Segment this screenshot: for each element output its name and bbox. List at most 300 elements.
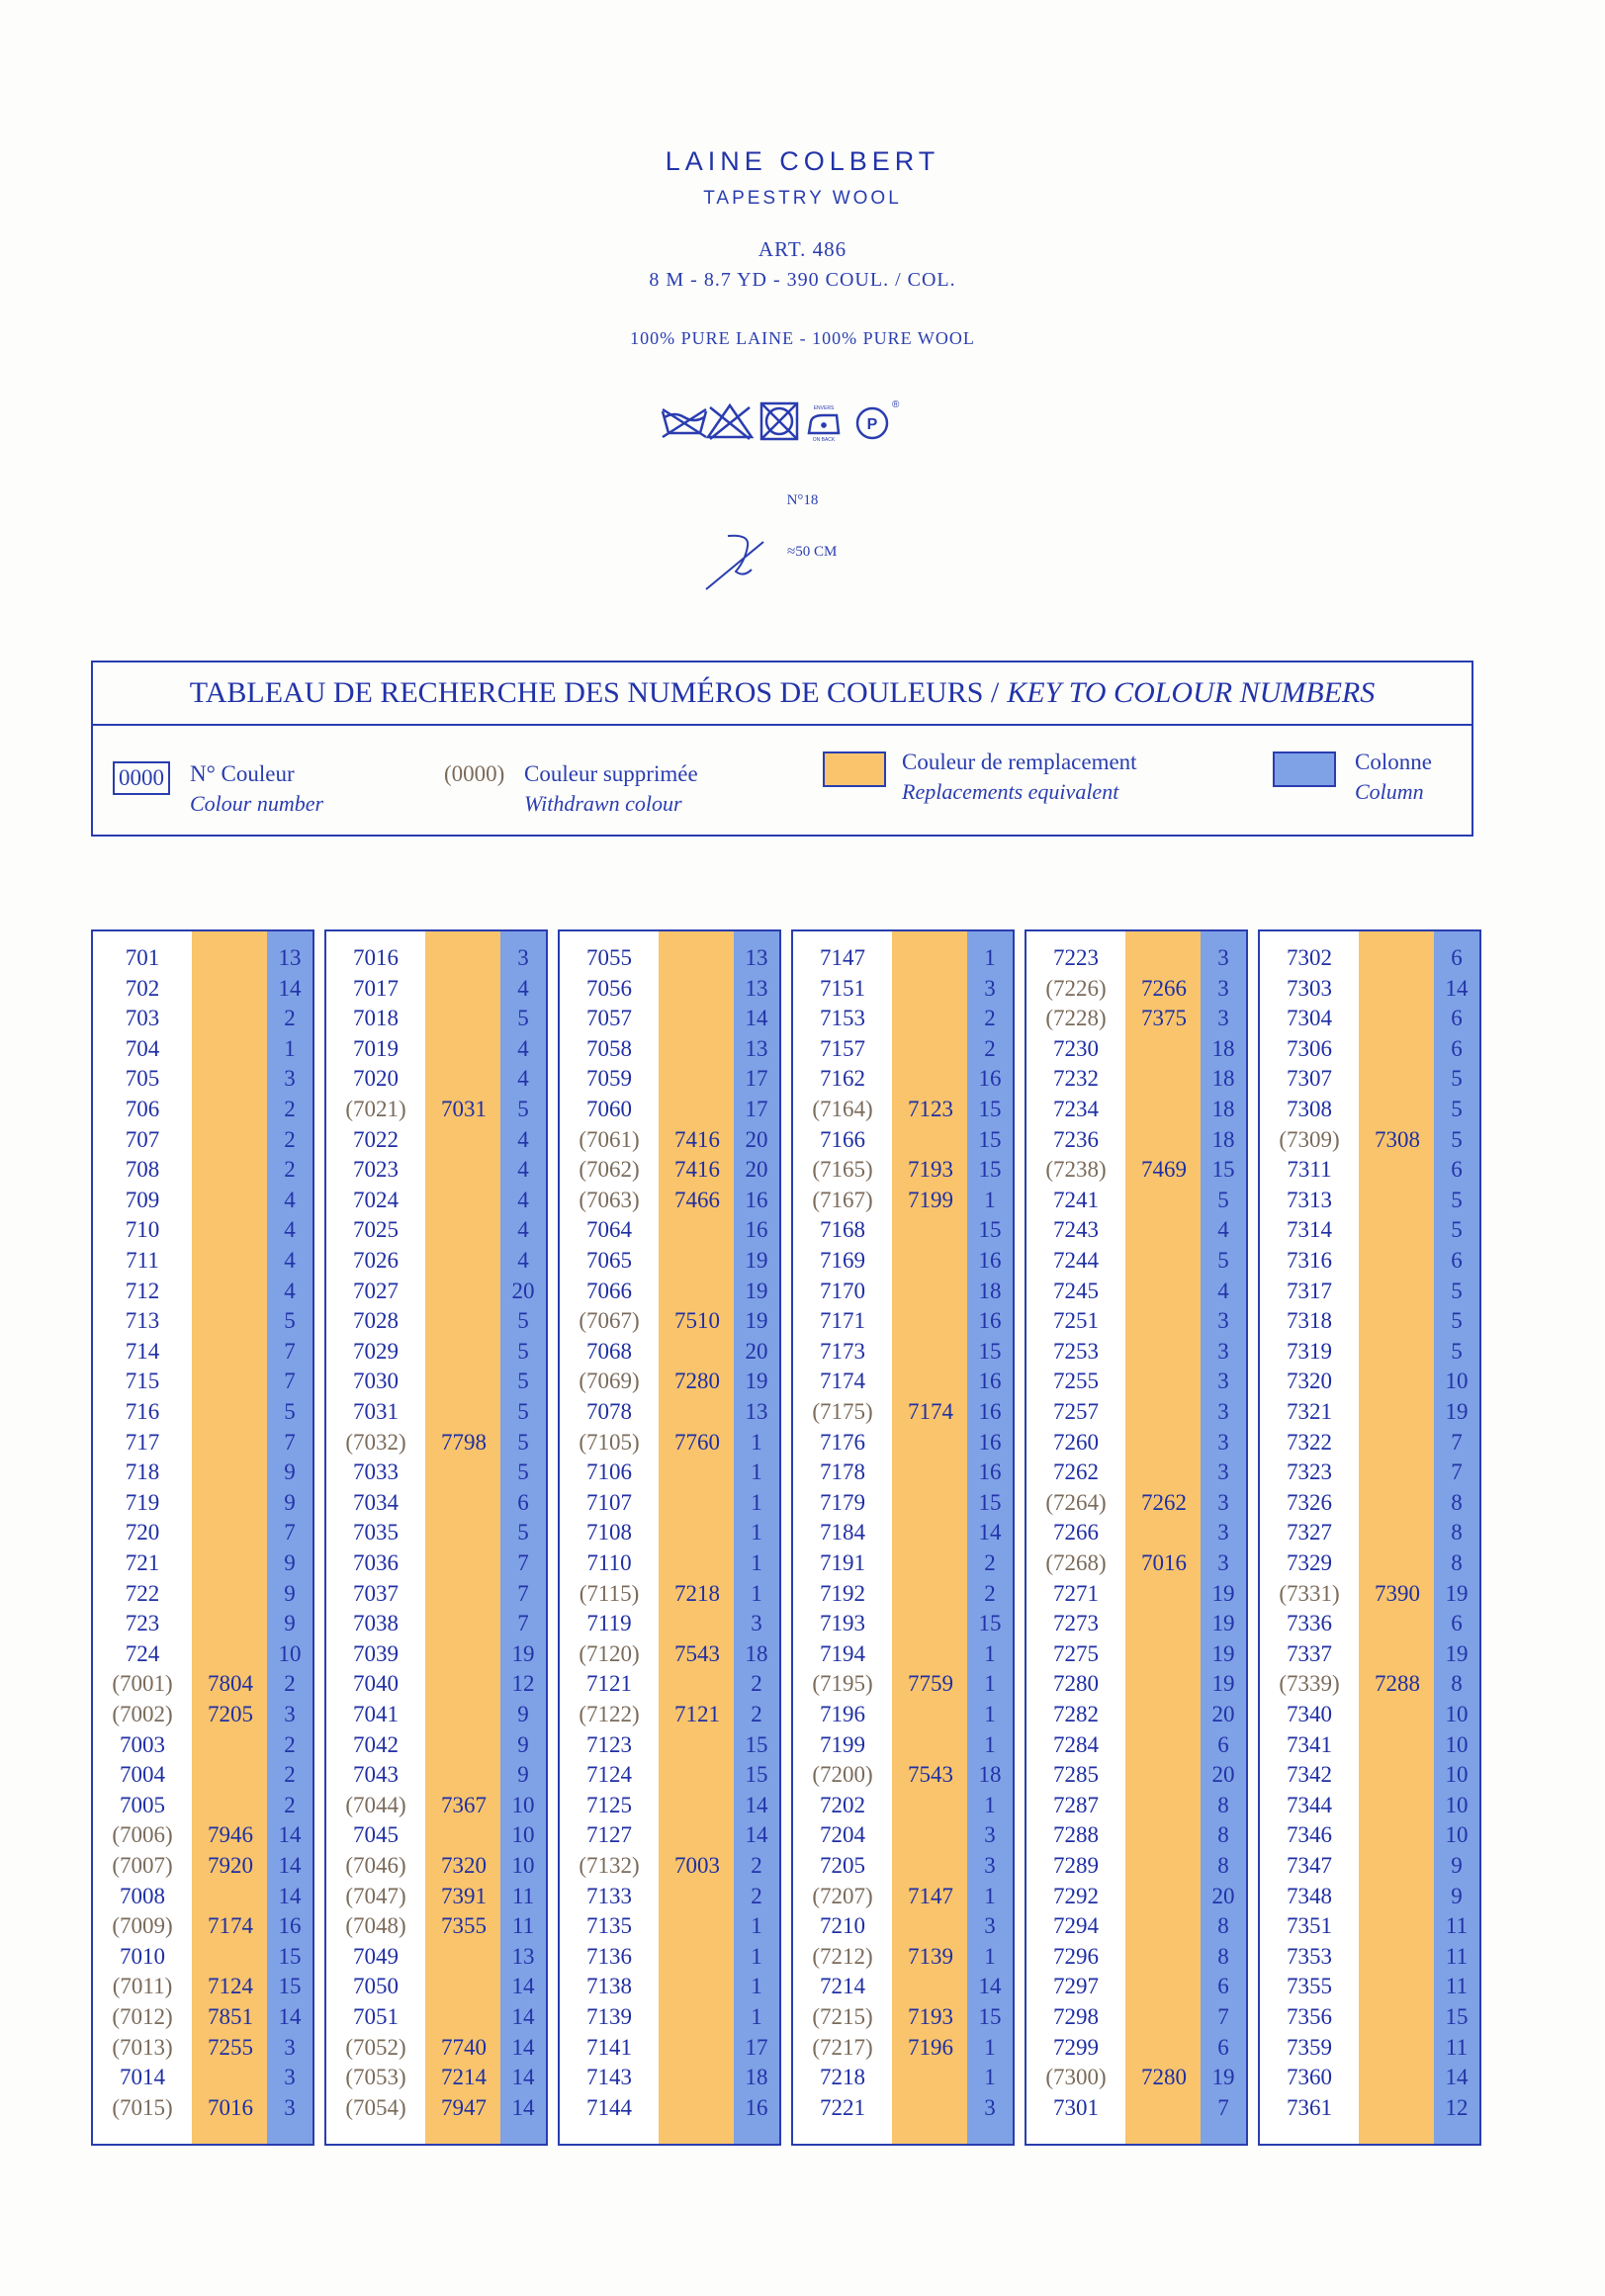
table-row — [793, 974, 1013, 1005]
colour-number: 7157 — [820, 1035, 865, 1061]
colour-number: (7047) — [345, 1883, 406, 1908]
table-row — [793, 1457, 1013, 1488]
colour-number: 7234 — [1053, 1097, 1099, 1121]
table-row — [793, 1882, 1013, 1912]
table-row — [793, 2093, 1013, 2124]
column-number: 1 — [751, 1489, 762, 1515]
colour-number: 723 — [125, 1611, 160, 1636]
table-row — [560, 1397, 779, 1428]
column-number: 1 — [751, 2004, 762, 2029]
column-number: 1 — [751, 1943, 762, 1969]
colour-number: 7168 — [820, 1217, 865, 1243]
column-number: 7 — [284, 1369, 296, 1394]
table-row — [326, 1095, 546, 1125]
table-row — [93, 1851, 312, 1882]
colour-number: 7347 — [1287, 1853, 1332, 1878]
colour-number: 7308 — [1287, 1097, 1332, 1121]
table-row — [1260, 1215, 1479, 1246]
table-row — [326, 974, 546, 1005]
column-number: 9 — [517, 1731, 529, 1757]
table-row — [93, 1791, 312, 1821]
legend-column-en: Column — [1355, 779, 1424, 804]
column-number: 14 — [511, 2004, 535, 2029]
table-row — [560, 1882, 779, 1912]
table-row — [1026, 2033, 1246, 2064]
colour-number: (7009) — [112, 1913, 173, 1939]
column-number: 5 — [517, 1459, 529, 1485]
column-number: 15 — [1445, 2004, 1469, 2029]
column-number: 10 — [1445, 1762, 1469, 1788]
column-number: 5 — [1217, 1248, 1229, 1273]
column-number: 2 — [751, 1671, 762, 1697]
colour-number: 7271 — [1053, 1580, 1099, 1606]
table-row — [326, 1730, 546, 1761]
table-row — [1260, 1367, 1479, 1397]
colour-number: 7143 — [586, 2065, 632, 2090]
table-row — [93, 1457, 312, 1488]
column-number: 1 — [984, 1943, 996, 1969]
replacement-number: 7740 — [441, 2034, 487, 2060]
column-number: 3 — [1217, 1429, 1229, 1455]
table-row — [560, 2002, 779, 2033]
column-number: 6 — [1451, 1248, 1463, 1273]
colour-number: (7044) — [345, 1792, 406, 1817]
column-number: 4 — [284, 1248, 296, 1273]
colour-number: 715 — [125, 1369, 160, 1394]
colour-number: 7232 — [1053, 1066, 1099, 1092]
table-row — [560, 974, 779, 1005]
colour-number: (7165) — [812, 1157, 873, 1183]
colour-number: 7153 — [820, 1006, 865, 1031]
column-number: 2 — [984, 1550, 996, 1575]
table-row — [560, 2063, 779, 2093]
column-number: 15 — [278, 1943, 302, 1969]
colour-number: 7139 — [586, 2004, 632, 2029]
column-number: 3 — [751, 1611, 762, 1636]
column-number: 7 — [517, 1611, 529, 1636]
replacement-number: 7804 — [208, 1671, 253, 1697]
colour-number: (7105) — [579, 1429, 640, 1455]
legend-number-en: Colour number — [190, 791, 324, 816]
needle-icon — [702, 524, 860, 593]
replacement-number: 7123 — [908, 1097, 953, 1121]
colour-number: (7238) — [1045, 1157, 1107, 1183]
colour-number: (7052) — [345, 2034, 406, 2060]
table-row — [1026, 1186, 1246, 1216]
column-number: 3 — [1217, 1338, 1229, 1364]
table-row — [560, 1064, 779, 1095]
colour-number: 7337 — [1287, 1640, 1332, 1666]
table-row — [560, 2093, 779, 2124]
colour-number: 716 — [125, 1399, 160, 1424]
column-number: 18 — [1211, 1035, 1235, 1061]
replacement-number: 7469 — [1141, 1157, 1187, 1183]
table-row — [1260, 1730, 1479, 1761]
colour-number: 7060 — [586, 1097, 632, 1121]
colour-number: 7301 — [1053, 2094, 1099, 2120]
colour-number: 7344 — [1287, 1792, 1332, 1817]
colour-number: 7023 — [353, 1157, 399, 1183]
replacement-number: 7174 — [208, 1913, 253, 1939]
table-row — [1260, 1306, 1479, 1337]
colour-number: (7175) — [812, 1399, 873, 1424]
column-number: 18 — [978, 1278, 1002, 1303]
colour-number: 707 — [125, 1126, 160, 1152]
table-row — [93, 1579, 312, 1610]
colour-number: 7025 — [353, 1217, 399, 1243]
replacement-number: 7124 — [208, 1974, 253, 1999]
table-column-4 — [791, 929, 1015, 2146]
replacement-number: 7214 — [441, 2065, 487, 2090]
column-number: 13 — [745, 1399, 768, 1424]
colour-number: 7322 — [1287, 1429, 1332, 1455]
column-number: 5 — [284, 1399, 296, 1424]
colour-number: 7275 — [1053, 1640, 1099, 1666]
replacement-number: 7367 — [441, 1792, 487, 1817]
table-row — [560, 1609, 779, 1639]
colour-number: 7033 — [353, 1459, 399, 1485]
column-number: 5 — [1451, 1066, 1463, 1092]
column-number: 3 — [517, 945, 529, 970]
table-row — [1260, 1246, 1479, 1277]
column-number: 19 — [745, 1248, 768, 1273]
column-number: 2 — [284, 1731, 296, 1757]
legend-withdrawn-fr: Couleur supprimée — [524, 761, 698, 786]
colour-number: 7123 — [586, 1731, 632, 1757]
colour-number: 721 — [125, 1550, 160, 1575]
column-number: 15 — [978, 1489, 1002, 1515]
table-row — [93, 1730, 312, 1761]
column-number: 9 — [517, 1762, 529, 1788]
column-number: 14 — [511, 1974, 535, 1999]
column-number: 15 — [978, 1157, 1002, 1183]
colour-number: 7059 — [586, 1066, 632, 1092]
table-row — [1260, 1669, 1479, 1700]
column-number: 3 — [284, 2065, 296, 2090]
colour-number: (7195) — [812, 1671, 873, 1697]
column-number: 3 — [1217, 975, 1229, 1001]
table-row — [793, 1851, 1013, 1882]
table-row — [93, 2063, 312, 2093]
column-number: 19 — [511, 1640, 535, 1666]
replacement-number: 7946 — [208, 1822, 253, 1848]
replacement-number: 7947 — [441, 2094, 487, 2120]
table-row — [1260, 1277, 1479, 1307]
table-row — [1260, 2063, 1479, 2093]
table-row — [560, 1579, 779, 1610]
colour-number: (7007) — [112, 1853, 173, 1878]
colour-number: (7002) — [112, 1702, 173, 1726]
column-number: 7 — [517, 1550, 529, 1575]
table-row — [560, 1791, 779, 1821]
colour-number: (7132) — [579, 1853, 640, 1878]
article-number: ART. 486 — [758, 237, 847, 261]
column-number: 3 — [1217, 1459, 1229, 1485]
table-row — [560, 1034, 779, 1065]
replacement-number: 7193 — [908, 2004, 953, 2029]
table-row — [1026, 2063, 1246, 2093]
column-number: 20 — [1211, 1702, 1235, 1726]
colour-number: 7136 — [586, 1943, 632, 1969]
replacement-number: 7262 — [1141, 1489, 1187, 1515]
colour-number: 7179 — [820, 1489, 865, 1515]
colour-number: 7273 — [1053, 1611, 1099, 1636]
colour-number: (7167) — [812, 1187, 873, 1212]
table-row — [560, 1700, 779, 1730]
column-number: 5 — [517, 1399, 529, 1424]
column-number: 9 — [1451, 1883, 1463, 1908]
column-number: 6 — [1451, 1035, 1463, 1061]
table-row — [326, 2063, 546, 2093]
table-row — [1026, 1095, 1246, 1125]
table-row — [560, 1911, 779, 1942]
table-row — [793, 1518, 1013, 1548]
colour-number: 7196 — [820, 1702, 865, 1726]
colour-number: 712 — [125, 1278, 160, 1303]
colour-number: 7303 — [1287, 975, 1332, 1001]
replacement-number: 7016 — [1141, 1550, 1187, 1575]
table-row — [326, 1125, 546, 1156]
colour-number: 7244 — [1053, 1248, 1099, 1273]
colour-number: (7268) — [1045, 1550, 1107, 1575]
table-row — [1260, 1518, 1479, 1548]
column-number: 12 — [1445, 2094, 1469, 2120]
table-row — [326, 1367, 546, 1397]
column-number: 2 — [284, 1157, 296, 1183]
colour-number: 7251 — [1053, 1308, 1099, 1334]
column-number: 16 — [978, 1308, 1002, 1334]
column-number: 16 — [278, 1913, 302, 1939]
column-number: 1 — [751, 1580, 762, 1606]
colour-number: 7202 — [820, 1792, 865, 1817]
replacement-number: 7851 — [208, 2004, 253, 2029]
column-number: 14 — [978, 1520, 1002, 1545]
column-number: 15 — [978, 1097, 1002, 1121]
column-number: 4 — [517, 1126, 529, 1152]
column-number: 1 — [751, 1459, 762, 1485]
table-row — [326, 1215, 546, 1246]
table-row — [93, 1518, 312, 1548]
table-row — [1260, 1034, 1479, 1065]
table-row — [793, 1669, 1013, 1700]
colour-number: 714 — [125, 1338, 160, 1364]
column-number: 10 — [278, 1640, 302, 1666]
column-number: 10 — [511, 1792, 535, 1817]
column-number: 7 — [1217, 2094, 1229, 2120]
table-row — [326, 1397, 546, 1428]
column-number: 1 — [751, 1550, 762, 1575]
table-row — [326, 1791, 546, 1821]
column-number: 16 — [978, 1429, 1002, 1455]
column-number: 19 — [1211, 1640, 1235, 1666]
colour-number: (7212) — [812, 1943, 873, 1969]
colour-number: 7199 — [820, 1731, 865, 1757]
column-number: 4 — [517, 1157, 529, 1183]
table-row — [1026, 1579, 1246, 1610]
care-symbols — [659, 397, 901, 443]
table-row — [560, 1548, 779, 1579]
column-number: 5 — [517, 1520, 529, 1545]
colour-number: (7061) — [579, 1126, 640, 1152]
table-row — [793, 1942, 1013, 1973]
table-row — [793, 1639, 1013, 1670]
table-row — [326, 1306, 546, 1337]
table-row — [1026, 1306, 1246, 1337]
table-row — [326, 1246, 546, 1277]
table-row — [326, 1337, 546, 1368]
legend-withdrawn-en: Withdrawn colour — [524, 791, 682, 816]
colour-number: 7005 — [120, 1792, 165, 1817]
column-number: 19 — [1445, 1640, 1469, 1666]
column-number: 14 — [278, 975, 302, 1001]
table-row — [93, 1186, 312, 1216]
table-row — [93, 1004, 312, 1034]
colour-number: (7069) — [579, 1369, 640, 1394]
table-row — [1026, 1700, 1246, 1730]
table-row — [1260, 1457, 1479, 1488]
colour-number: 7041 — [353, 1702, 399, 1726]
column-number: 1 — [984, 2065, 996, 2090]
no-wash-icon — [663, 409, 706, 437]
column-number: 5 — [1451, 1338, 1463, 1364]
table-row — [793, 2063, 1013, 2093]
colour-number: (7013) — [112, 2034, 173, 2060]
table-row — [560, 1518, 779, 1548]
table-row — [793, 2002, 1013, 2033]
colour-number: 7316 — [1287, 1248, 1332, 1273]
column-number: 13 — [745, 1035, 768, 1061]
table-row — [560, 1004, 779, 1034]
table-row — [93, 943, 312, 974]
table-row — [1260, 1639, 1479, 1670]
colour-number: 7361 — [1287, 2094, 1332, 2120]
legend-replacement — [902, 748, 1137, 807]
legend-sample-number: 0000 — [113, 761, 170, 795]
column-number: 1 — [284, 1035, 296, 1061]
colour-number: 7210 — [820, 1913, 865, 1939]
table-row — [793, 1215, 1013, 1246]
column-number: 6 — [1217, 1974, 1229, 1999]
table-row — [560, 1760, 779, 1791]
colour-number: 7223 — [1053, 945, 1099, 970]
table-row — [93, 1367, 312, 1397]
table-row — [326, 1277, 546, 1307]
colour-number: 7029 — [353, 1338, 399, 1364]
colour-number: 7313 — [1287, 1187, 1332, 1212]
table-row — [326, 1155, 546, 1186]
colour-number: 706 — [125, 1097, 160, 1121]
column-number: 4 — [284, 1278, 296, 1303]
colour-number: 7318 — [1287, 1308, 1332, 1334]
column-number: 1 — [984, 1671, 996, 1697]
colour-number: 7257 — [1053, 1399, 1099, 1424]
colour-number: (7115) — [579, 1580, 640, 1606]
column-number: 3 — [984, 1913, 996, 1939]
column-number: 18 — [745, 1640, 768, 1666]
table-row — [93, 974, 312, 1005]
table-row — [326, 1972, 546, 2002]
column-number: 3 — [1217, 1308, 1229, 1334]
column-number: 8 — [1451, 1550, 1463, 1575]
replacement-number: 7320 — [441, 1853, 487, 1878]
table-row — [93, 2002, 312, 2033]
table-row — [560, 1155, 779, 1186]
colour-number: 7055 — [586, 945, 632, 970]
table-row — [793, 943, 1013, 974]
colour-number: (7054) — [345, 2094, 406, 2120]
column-number: 4 — [517, 1066, 529, 1092]
table-row — [1260, 1820, 1479, 1851]
table-row — [1260, 974, 1479, 1005]
table-row — [1026, 1730, 1246, 1761]
column-number: 4 — [517, 1187, 529, 1212]
colour-number: 7135 — [586, 1913, 632, 1939]
column-number: 14 — [511, 2034, 535, 2060]
colour-number: 7236 — [1053, 1126, 1099, 1152]
replacement-number: 7416 — [674, 1157, 720, 1183]
column-number: 3 — [284, 2034, 296, 2060]
colour-number: 7147 — [820, 945, 865, 970]
column-number: 1 — [751, 1913, 762, 1939]
column-number: 10 — [511, 1822, 535, 1848]
colour-number: 7296 — [1053, 1943, 1099, 1969]
key-title-fr: TABLEAU DE RECHERCHE DES NUMÉROS DE COULEURS / — [189, 676, 1000, 709]
colour-number: 7171 — [820, 1308, 865, 1334]
replacement-number: 7196 — [908, 2034, 953, 2060]
column-number: 17 — [745, 1066, 768, 1092]
table-row — [1026, 1457, 1246, 1488]
column-number: 2 — [284, 1097, 296, 1121]
column-number: 3 — [984, 1853, 996, 1878]
table-row — [93, 1669, 312, 1700]
column-number: 18 — [1211, 1126, 1235, 1152]
colour-number: (7215) — [812, 2004, 873, 2029]
replacement-number: 7255 — [208, 2034, 253, 2060]
table-row — [93, 2093, 312, 2124]
column-number: 13 — [745, 975, 768, 1001]
column-number: 16 — [978, 1066, 1002, 1092]
table-row — [326, 1942, 546, 1973]
colour-number: 7326 — [1287, 1489, 1332, 1515]
table-row — [1026, 974, 1246, 1005]
replacement-number: 7139 — [908, 1943, 953, 1969]
table-row — [1260, 1911, 1479, 1942]
colour-number: 7056 — [586, 975, 632, 1001]
colour-number: 7028 — [353, 1308, 399, 1334]
colour-number: 7026 — [353, 1248, 399, 1273]
table-row — [326, 1518, 546, 1548]
colour-number: 7355 — [1287, 1974, 1332, 1999]
iron-reverse-side-icon — [809, 415, 839, 433]
colour-number: 7294 — [1053, 1913, 1099, 1939]
colour-number: 7141 — [586, 2034, 632, 2060]
replacement-number: 7759 — [908, 1671, 953, 1697]
column-number: 2 — [284, 1126, 296, 1152]
table-row — [1026, 1669, 1246, 1700]
column-number: 8 — [1217, 1792, 1229, 1817]
column-number: 5 — [284, 1308, 296, 1334]
replacement-number: 7466 — [674, 1187, 720, 1212]
column-number: 19 — [1445, 1580, 1469, 1606]
column-number: 3 — [1217, 1006, 1229, 1031]
table-row — [793, 1609, 1013, 1639]
table-row — [560, 1337, 779, 1368]
column-number: 14 — [745, 1006, 768, 1031]
table-row — [93, 1095, 312, 1125]
column-number: 13 — [278, 945, 302, 970]
colour-number: 7230 — [1053, 1035, 1099, 1061]
colour-number: 7194 — [820, 1640, 865, 1666]
